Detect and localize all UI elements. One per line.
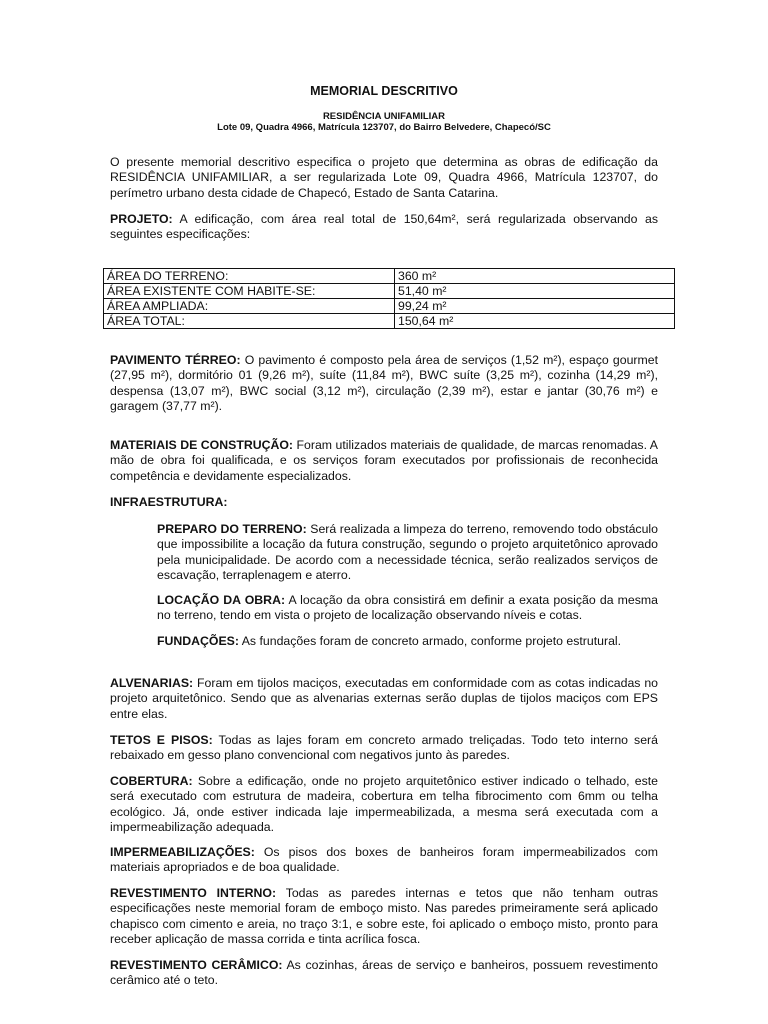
- table-cell-label: ÁREA TOTAL:: [104, 314, 395, 329]
- revestimento-ceramico-paragraph: [110, 958, 658, 989]
- table-row: [104, 269, 675, 284]
- table-cell-value: 99,24 m²: [395, 299, 675, 314]
- infraestrutura-heading: INFRAESTRUTURA:: [110, 495, 228, 509]
- revestimento-ceramico-heading: REVESTIMENTO CERÂMICO:: [110, 958, 283, 972]
- revestimento-ceramico-text: As cozinhas, áreas de serviço e banheiros, possuem revestimento cerâmico até o teto.: [110, 958, 658, 988]
- revestimento-interno-text: Todas as paredes internas e tetos que não tenham outras especificações neste memorial foram de emboço misto. Nas paredes primeiramente será aplicado chapisco com cimento e areia, no traço 3:1, e sobre este, foi aplicado o emboço misto, pronto para receber aplicação de massa corrida e tinta acrílica fosca.: [110, 886, 658, 947]
- cobertura-paragraph: [110, 774, 658, 836]
- preparo-paragraph: [157, 522, 658, 584]
- materiais-text: Foram utilizados materiais de qualidade, de marcas renomadas. A mão de obra foi qualificada, e os serviços foram executados por profissionais de reconhecida competência e devidamente especializados.: [110, 438, 659, 483]
- tetos-paragraph: [110, 733, 658, 764]
- document-title: MEMORIAL DESCRITIVO: [310, 84, 458, 98]
- alvenarias-text: Foram em tijolos maciços, executadas em conformidade com as cotas indicadas no projeto arquitetônico. Sendo que as alvenarias externas serão duplas de tijolos maciços com EPS entre elas.: [110, 676, 658, 721]
- property-address: Lote 09, Quadra 4966, Matrícula 123707, do Bairro Belvedere, Chapecó/SC: [217, 122, 551, 133]
- locacao-paragraph: [157, 593, 658, 624]
- alvenarias-paragraph: [110, 676, 658, 722]
- table-row: [104, 299, 675, 314]
- impermeabilizacoes-heading: IMPERMEABILIZAÇÕES:: [110, 845, 255, 859]
- fundacoes-text: As fundações foram de concreto armado, conforme projeto estrutural.: [238, 634, 622, 648]
- impermeabilizacoes-paragraph: [110, 845, 658, 876]
- pavimento-heading: PAVIMENTO TÉRREO:: [110, 353, 241, 367]
- intro-paragraph: O presente memorial descritivo especifica o projeto que determina as obras de edificação da RESIDÊNCIA UNIFAMILIAR, a ser regularizada Lote 09, Quadra 4966, Matrícula 123707, do perímetro urbano desta cidade de Chapecó, Estado de Santa Catarina.: [110, 155, 658, 200]
- document-subtitle: RESIDÊNCIA UNIFAMILIAR: [322, 111, 446, 122]
- materiais-paragraph: [110, 438, 658, 484]
- table-row: [104, 284, 675, 299]
- cobertura-heading: COBERTURA:: [110, 774, 193, 788]
- table-cell-value: 360 m²: [395, 269, 675, 284]
- table-cell-value: 51,40 m²: [395, 284, 675, 299]
- table-row: [104, 314, 675, 329]
- areas-table: [103, 268, 675, 329]
- fundacoes-heading: FUNDAÇÕES:: [157, 634, 239, 648]
- pavimento-text: O pavimento é composto pela área de serviços (1,52 m²), espaço gourmet (27,95 m²), dormitório 01 (9,26 m²), suíte (11,84 m²), BWC suíte (3,25 m²), cozinha (14,29 m²), despensa (13,07 m²), BWC social (3,12 m²), circulação (2,39 m²), estar e jantar (30,76 m²) e garagem (37,77 m²).: [110, 353, 659, 414]
- projeto-paragraph: [110, 212, 658, 243]
- table-cell-value: 150,64 m²: [395, 314, 675, 329]
- projeto-text: A edificação, com área real total de 150,64m², será regularizada observando as seguintes especificações:: [110, 212, 658, 242]
- locacao-text: A locação da obra consistirá em definir a exata posição da mesma no terreno, tendo em vista o projeto de localização observando níveis e cotas.: [157, 593, 658, 623]
- table-cell-label: ÁREA EXISTENTE COM HABITE-SE:: [104, 284, 395, 299]
- table-cell-label: ÁREA DO TERRENO:: [104, 269, 395, 284]
- preparo-text: Será realizada a limpeza do terreno, removendo todo obstáculo que impossibilite a locação da futura construção, segundo o projeto arquitetônico aprovado pela municipalidade. De acordo com a necessidade técnica, serão realizados serviços de escavação, terraplenagem e aterro.: [157, 522, 658, 583]
- preparo-heading: PREPARO DO TERRENO:: [157, 522, 307, 536]
- revestimento-interno-heading: REVESTIMENTO INTERNO:: [110, 886, 277, 900]
- tetos-text: Todas as lajes foram em concreto armado treliçadas. Todo teto interno será rebaixado em gesso plano convencional com negativos junto às paredes.: [110, 733, 658, 763]
- fundacoes-paragraph: [157, 634, 658, 649]
- revestimento-interno-paragraph: [110, 886, 658, 948]
- tetos-heading: TETOS E PISOS:: [110, 733, 213, 747]
- projeto-heading: PROJETO:: [110, 212, 173, 226]
- table-cell-label: ÁREA AMPLIADA:: [104, 299, 395, 314]
- locacao-heading: LOCAÇÃO DA OBRA:: [157, 593, 286, 607]
- pavimento-paragraph: [110, 353, 658, 415]
- alvenarias-heading: ALVENARIAS:: [110, 676, 194, 690]
- materiais-heading: MATERIAIS DE CONSTRUÇÃO:: [110, 438, 294, 452]
- impermeabilizacoes-text: Os pisos dos boxes de banheiros foram impermeabilizados com materiais apropriados e de boa qualidade.: [110, 845, 658, 875]
- cobertura-text: Sobre a edificação, onde no projeto arquitetônico estiver indicado o telhado, este será executado com estrutura de madeira, cobertura em telha fibrocimento com 6mm ou telha ecológico. Já, onde estiver indicada laje impermeabilizada, a mesma será executada com a impermeabilização adequada.: [110, 774, 658, 835]
